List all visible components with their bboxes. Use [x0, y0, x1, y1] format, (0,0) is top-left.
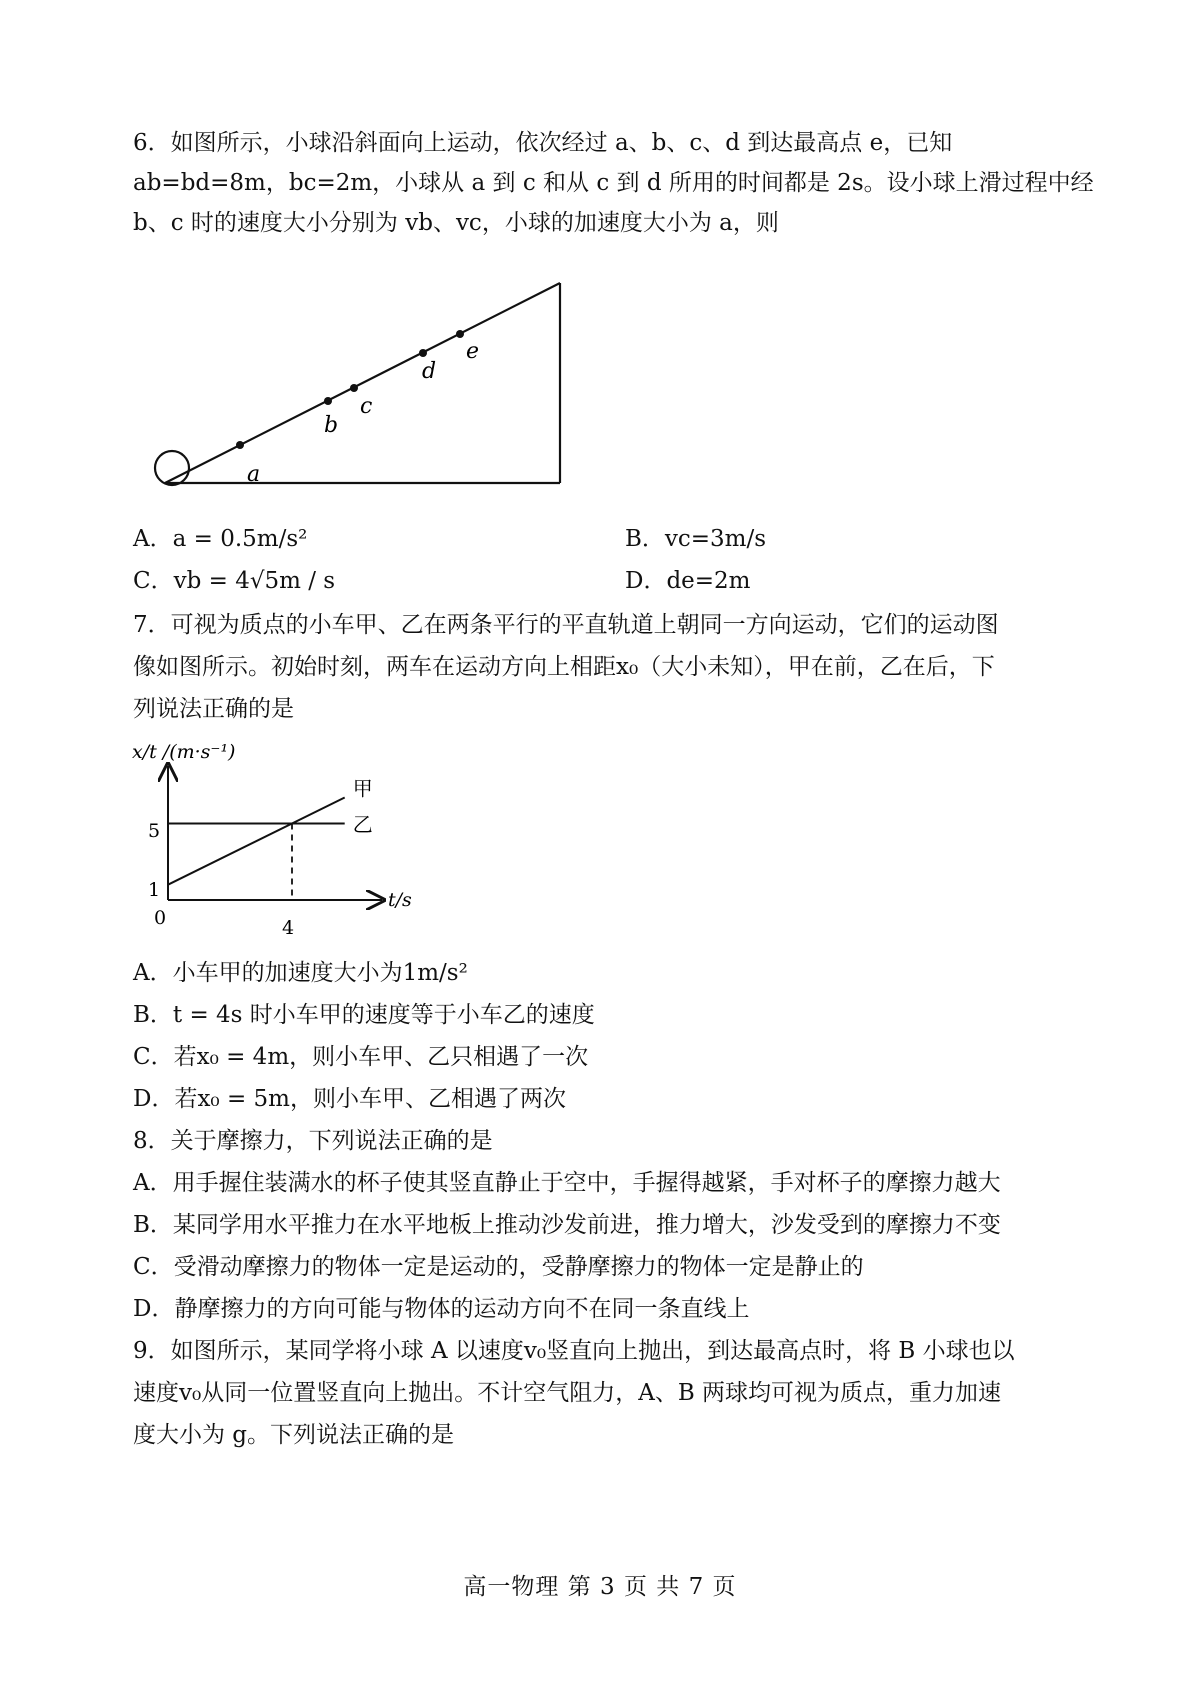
- y-tick-5: 5: [148, 820, 161, 842]
- x-tick-4: 4: [282, 917, 295, 939]
- x-axis-label: t/s: [388, 889, 412, 911]
- series-label-yi: 乙: [352, 812, 373, 837]
- q7-option-b: B．t = 4s 时小车甲的速度等于小车乙的速度: [133, 1002, 595, 1028]
- q6-line2: ab=bd=8m，bc=2m，小球从 a 到 c 和从 c 到 d 所用的时间都是 2s。设小球上滑过程中经: [133, 170, 1094, 196]
- q8-stem: 8．关于摩擦力，下列说法正确的是: [133, 1128, 493, 1154]
- label-e: e: [466, 339, 480, 364]
- label-d: d: [422, 359, 437, 384]
- q8-option-c: C．受滑动摩擦力的物体一定是运动的，受静摩擦力的物体一定是静止的: [133, 1254, 864, 1280]
- q6-option-a: A．a = 0.5m/s²: [133, 526, 308, 552]
- point-b: [324, 397, 332, 405]
- q9-line1: 9．如图所示，某同学将小球 A 以速度v₀竖直向上抛出，到达最高点时，将 B 小球也以: [133, 1338, 1015, 1364]
- q7-line2: 像如图所示。初始时刻，两车在运动方向上相距x₀（大小未知），甲在前，乙在后，下: [133, 654, 995, 680]
- q9-line2: 速度v₀从同一位置竖直向上抛出。不计空气阻力，A、B 两球均可视为质点，重力加速: [133, 1380, 1002, 1406]
- incline-figure: [140, 268, 580, 498]
- xt-t-chart: [130, 728, 450, 948]
- q6-line3: b、c 时的速度大小分别为 vb、vc，小球的加速度大小为 a，则: [133, 210, 779, 236]
- x-tick-0: 0: [154, 907, 167, 929]
- point-a: [236, 441, 244, 449]
- q8-option-a: A．用手握住装满水的杯子使其竖直静止于空中，手握得越紧，手对杯子的摩擦力越大: [133, 1170, 1001, 1196]
- q7-line1: 7．可视为质点的小车甲、乙在两条平行的平直轨道上朝同一方向运动，它们的运动图: [133, 612, 999, 638]
- series-line-jia: [168, 797, 345, 884]
- incline-slope: [165, 283, 560, 483]
- q6-option-d: D．de=2m: [625, 568, 751, 594]
- label-a: a: [247, 462, 261, 487]
- q6-option-b: B．vc=3m/s: [625, 526, 767, 552]
- series-label-jia: 甲: [352, 776, 373, 801]
- q8-option-d: D．静摩擦力的方向可能与物体的运动方向不在同一条直线上: [133, 1296, 750, 1322]
- point-e: [456, 330, 464, 338]
- label-c: c: [360, 394, 373, 419]
- y-tick-1: 1: [148, 879, 161, 901]
- q6-option-c: C．vb = 4√5m / s: [133, 568, 336, 594]
- q6-line1: 6．如图所示，小球沿斜面向上运动，依次经过 a、b、c、d 到达最高点 e，已知: [133, 130, 953, 156]
- q7-line3: 列说法正确的是: [133, 696, 294, 722]
- q7-option-a: A．小车甲的加速度大小为1m/s²: [133, 960, 468, 986]
- label-b: b: [324, 413, 339, 438]
- y-axis-label: x/t /(m·s⁻¹): [132, 741, 236, 763]
- page-footer: 高一物理 第 3 页 共 7 页: [463, 1574, 737, 1600]
- q7-option-d: D．若x₀ = 5m，则小车甲、乙相遇了两次: [133, 1086, 566, 1112]
- q9-line3: 度大小为 g。下列说法正确的是: [133, 1422, 455, 1448]
- point-c: [350, 384, 358, 392]
- q7-option-c: C．若x₀ = 4m，则小车甲、乙只相遇了一次: [133, 1044, 589, 1070]
- point-d: [419, 349, 427, 357]
- q8-option-b: B．某同学用水平推力在水平地板上推动沙发前进，推力增大，沙发受到的摩擦力不变: [133, 1212, 1001, 1238]
